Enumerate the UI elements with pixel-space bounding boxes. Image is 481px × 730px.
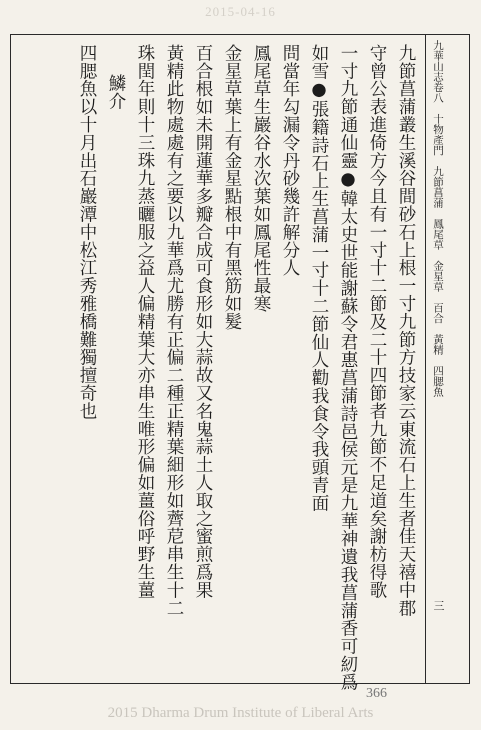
watermark: 2015 Dharma Drum Institute of Liberal Arts [107,705,374,721]
text-column: 珠閏年則十三珠九蒸曬服之益人偏精葉大亦串生唯形偏如薑俗呼野生薑 [135,44,155,599]
text-column: 金星草葉上有金星點根中有黑筋如髮 [222,44,242,331]
text-column: 守曾公表進倚方今且有一寸十二節及二十四節者九節不足道矣謝枋得歌 [367,44,387,599]
text-column: 黃精此物處處有之要以九華爲尤勝有正偏二種正精葉細形如薺苨串生十二 [164,44,184,617]
text-column: 一寸九節通仙靈●韓太史世能謝蘇令君惠菖蒲詩邑侯元是九華神遺我菖蒲香可紉爲 [338,44,358,691]
text-column: 鳳尾草生巖谷水次葉如鳳尾性最寒 [251,44,271,313]
folio-index: 三 [432,600,445,611]
margin-strip [425,34,449,684]
text-column: 四腮魚以十月出石巖潭中松江秀雅橋難獨擅奇也 [77,44,97,420]
section-heading: 鱗介 [106,74,126,110]
running-header: 九華山志卷八 十物產門 九節菖蒲 鳳尾草 金星草 百合 黃精 四腮魚 [432,40,444,397]
page-number: 366 [366,686,387,701]
date-stamp: 2015-04-16 [205,4,276,19]
text-column: 九節菖蒲叢生溪谷間砂石上根一寸九節方技家云東流石上生者佳天禧中郡 [396,44,416,617]
text-column: 問當年勾漏令丹砂幾許解分人 [280,44,300,277]
text-column: 百合根如未開蓮華多瓣合成可食形如大蒜故又名鬼蒜土人取之蜜煎爲果 [193,44,213,599]
text-column: 如雪●張籍詩石上生菖蒲一寸十二節仙人勸我食令我頭青面 [309,44,329,512]
